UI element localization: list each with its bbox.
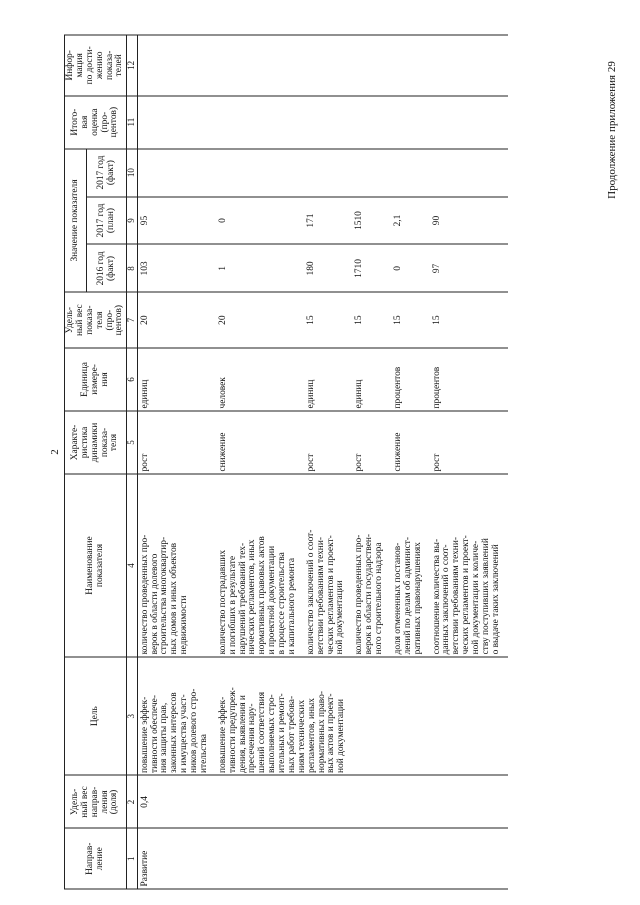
indicator-weight-cell: 15 [391,292,430,348]
column-number: 2 [127,775,137,828]
info-cell [391,35,430,96]
value-2017-plan-cell: 95 [137,197,216,245]
header-2017-plan: 2017 год (план) [87,197,127,245]
indicator-weight-cell: 15 [430,292,508,348]
value-2017-plan-cell: 0 [216,197,304,245]
value-2017-fact-cell [430,149,508,197]
dynamics-cell: рост [137,411,216,474]
unit-cell: единиц [137,348,216,411]
indicator-name-cell: доля отмененных постанов- лений по делам об админист- ративных правонарушениях [391,474,430,657]
value-2017-fact-cell [391,149,430,197]
table-body [137,35,508,889]
header-dynamics: Характе- ристика динамики показа- теля [65,411,127,474]
value-2017-fact-cell [304,149,353,197]
goal-cell: повышение эффек- тивности предупреж- дения, выявления и пресечения нару- шений соответствия выполняемых стро- ительных и ремонт- ных работ требова- ниям технических регламентов, иных нормативных право- вых актов и проект- ной документации [216,657,508,776]
goal-cell: повышение эффек- тивности обеспече- ния защиты прав, законных интересов и имущества участ- ников долевого стро- ительства [137,657,216,776]
table-row [216,35,304,889]
value-2017-plan-cell: 171 [304,197,353,245]
info-cell [352,35,391,96]
value-2016-fact-cell: 103 [137,244,216,292]
unit-cell: процентов [391,348,430,411]
unit-cell: единиц [304,348,353,411]
column-number: 3 [127,657,137,776]
dynamics-cell: рост [430,411,508,474]
info-cell [216,35,304,96]
table-row [137,35,216,889]
column-number: 12 [127,35,137,96]
dynamics-cell: снижение [216,411,304,474]
column-number-row [127,35,137,889]
header-indicator-name: Наименование показателя [65,474,127,657]
indicator-name-cell: количество проведенных про- верок в области государствен- ного строительного надзора [352,474,391,657]
value-2017-fact-cell [137,149,216,197]
continuation-label: Продолжение приложения 29 [606,61,618,199]
indicator-name-cell: количество пострадавших и погибших в результате нарушений требований тех- нических регламентов, иных нормативных правовых актов и проектной документации в процессе строительства и капитального ремонта [216,474,304,657]
final-score-cell [391,96,430,149]
final-score-cell [430,96,508,149]
indicator-name-cell: соотношение количества вы- данных заключений о соот- ветствии требованиям техни- ческих регламентов и проект- ной документации к количе- ству поступивших заявлений о выдаче таких заключений [430,474,508,657]
page-number: 2 [49,449,61,455]
column-number: 9 [127,197,137,245]
header-final-score: Итого- вая оценка (про- центов) [65,96,127,149]
indicator-weight-cell: 20 [137,292,216,348]
indicator-weight-cell: 15 [304,292,353,348]
value-2017-plan-cell: 90 [430,197,508,245]
value-2017-fact-cell [216,149,304,197]
value-2016-fact-cell: 97 [430,244,508,292]
final-score-cell [137,96,216,149]
final-score-cell [304,96,353,149]
column-number: 6 [127,348,137,411]
header-indicator-weight: Удель- ный вес показа- теля (про- центов) [65,292,127,348]
dynamics-cell: снижение [391,411,430,474]
column-number: 10 [127,149,137,197]
header-values-group: Значение показателя [65,149,87,293]
value-2016-fact-cell: 1710 [352,244,391,292]
indicator-name-cell: количество заключений о соот- ветствии требованиям техни- ческих регламентов и проект- ной документации [304,474,353,657]
info-cell [304,35,353,96]
value-2016-fact-cell: 180 [304,244,353,292]
indicator-weight-cell: 15 [352,292,391,348]
column-number: 11 [127,96,137,149]
indicator-weight-cell: 20 [216,292,304,348]
unit-cell: единиц [352,348,391,411]
column-number: 1 [127,828,137,889]
dynamics-cell: рост [304,411,353,474]
rotated-table-container [64,35,612,890]
dynamics-cell: рост [352,411,391,474]
indicator-name-cell: количество проведенных про- верок в области долевого строительства многоквартир- ных домов и иных объектов недвижимости [137,474,216,657]
column-number: 4 [127,474,137,657]
unit-cell: человек [216,348,304,411]
value-2017-plan-cell: 1510 [352,197,391,245]
header-2017-fact: 2017 год (факт) [87,149,127,197]
value-2016-fact-cell: 1 [216,244,304,292]
column-number: 7 [127,292,137,348]
indicators-table [64,35,508,890]
value-2017-fact-cell [352,149,391,197]
header-direction: Направ- ление [65,828,127,889]
column-number: 8 [127,244,137,292]
info-cell [137,35,216,96]
table-header [65,35,138,889]
direction-cell: Развитие [137,828,508,889]
header-unit: Единица измере- ния [65,348,127,411]
value-2017-plan-cell: 2,1 [391,197,430,245]
column-number: 5 [127,411,137,474]
final-score-cell [352,96,391,149]
info-cell [430,35,508,96]
final-score-cell [216,96,304,149]
header-info: Инфор- мация по дости- жению показа- телей [65,35,127,96]
value-2016-fact-cell: 0 [391,244,430,292]
direction-weight-cell: 0,4 [137,775,508,828]
header-2016-fact: 2016 год (факт) [87,244,127,292]
header-goal: Цель [65,657,127,776]
header-direction-weight: Удель- ный вес направ- ления (доля) [65,775,127,828]
unit-cell: процентов [430,348,508,411]
